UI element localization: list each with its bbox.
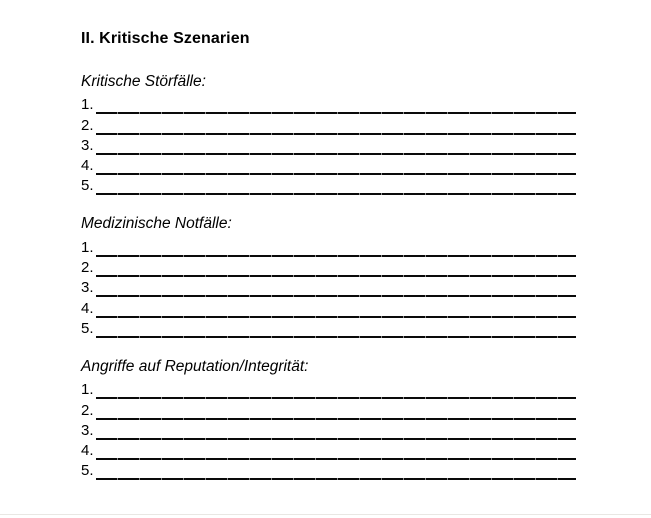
blank-line-row: [81, 440, 576, 460]
blank-line[interactable]: [96, 176, 576, 195]
blank-line-row: [81, 277, 576, 297]
blank-line-row: [81, 135, 576, 155]
section-angriffe-reputation: [81, 358, 576, 480]
line-number: 3.: [81, 279, 94, 297]
line-number: 5.: [81, 462, 94, 480]
blank-line-row: [81, 399, 576, 419]
document-heading: II. Kritische Szenarien: [81, 30, 250, 47]
blank-line[interactable]: [96, 156, 576, 175]
section-label: Kritische Störfälle:: [81, 73, 206, 90]
blank-line[interactable]: [96, 258, 576, 277]
blank-line-row: [81, 420, 576, 440]
blank-line-row: [81, 155, 576, 175]
blank-line-row: [81, 257, 576, 277]
blank-line[interactable]: [96, 380, 576, 399]
line-number: 4.: [81, 442, 94, 460]
blank-line[interactable]: [96, 401, 576, 420]
blank-line[interactable]: [96, 238, 576, 257]
blank-line-row: [81, 379, 576, 399]
blank-line-row: [81, 175, 576, 195]
line-number: 3.: [81, 421, 94, 439]
blank-line[interactable]: [96, 441, 576, 460]
blank-line[interactable]: [96, 278, 576, 297]
blank-line[interactable]: [96, 421, 576, 440]
blank-line[interactable]: [96, 319, 576, 338]
blank-line-row: [81, 236, 576, 256]
blank-line[interactable]: [96, 95, 576, 114]
line-number: 4.: [81, 157, 94, 175]
line-number: 1.: [81, 96, 94, 114]
blank-line[interactable]: [96, 136, 576, 155]
line-number: 2.: [81, 116, 94, 134]
section-label: Medizinische Notfälle:: [81, 215, 232, 233]
blank-line[interactable]: [96, 299, 576, 318]
section-kritische-stoerfaelle: [81, 73, 576, 195]
document-page: [81, 30, 576, 500]
line-number: 2.: [81, 401, 94, 419]
line-number: 3.: [81, 136, 94, 154]
line-number: 4.: [81, 299, 94, 317]
page-bottom-edge: [0, 514, 651, 515]
line-number: 2.: [81, 259, 94, 277]
blank-line[interactable]: [96, 461, 576, 480]
blank-line-row: [81, 94, 576, 114]
blank-line-row: [81, 114, 576, 134]
blank-line-row: [81, 318, 576, 338]
line-number: 5.: [81, 319, 94, 337]
line-number: 1.: [81, 381, 94, 399]
line-number: 5.: [81, 177, 94, 195]
section-medizinische-notfaelle: [81, 215, 576, 337]
blank-line-row: [81, 460, 576, 480]
section-label: Angriffe auf Reputation/Integrität:: [81, 357, 309, 375]
line-number: 1.: [81, 238, 94, 256]
blank-line-row: [81, 297, 576, 317]
blank-line[interactable]: [96, 116, 576, 135]
